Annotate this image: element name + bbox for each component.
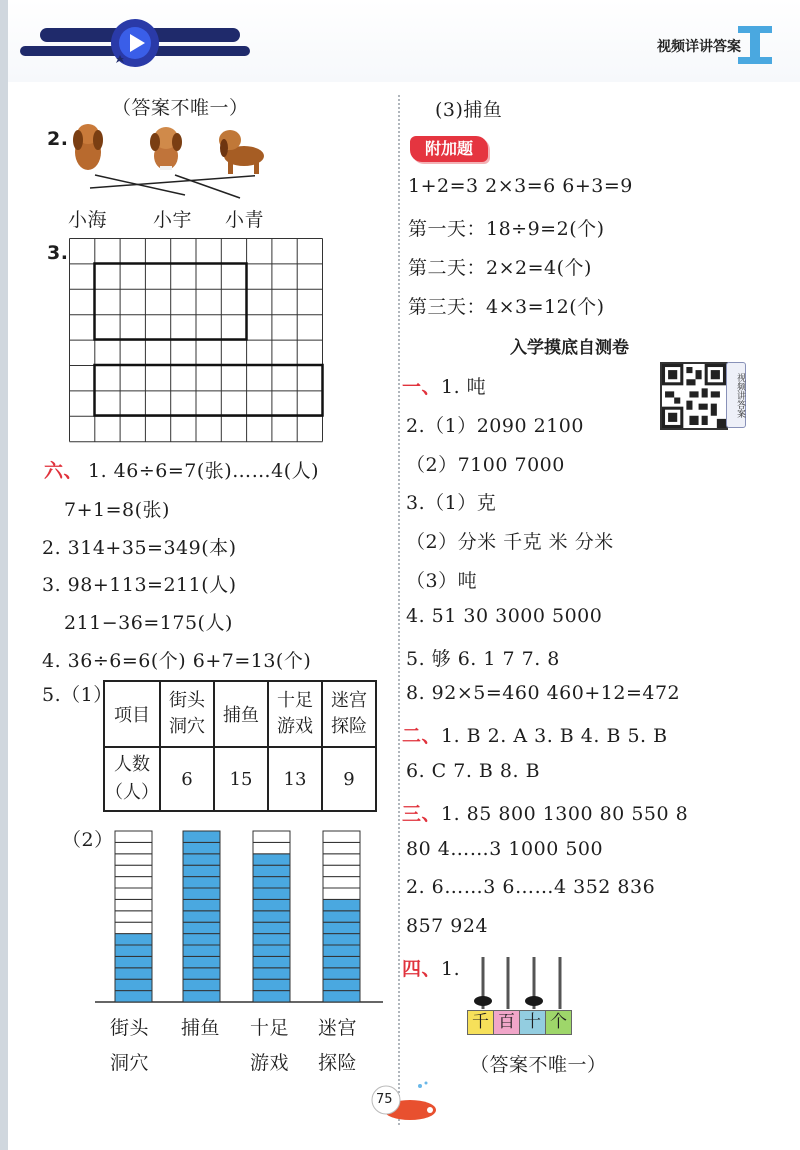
answer-note-top: （答案不唯一） bbox=[112, 97, 249, 119]
name-xiaoqing: 小青 bbox=[225, 209, 265, 231]
answer-line: 2. 314+35=349(本) bbox=[42, 537, 237, 559]
table-header-cell: 迷宫探险 bbox=[322, 681, 376, 747]
table-row-head: 人数（人） bbox=[104, 747, 160, 811]
test-answer-line bbox=[402, 915, 488, 937]
answer-note-bottom: （答案不唯一） bbox=[470, 1054, 607, 1076]
abacus-label-hundreds: 百 bbox=[493, 1010, 520, 1035]
chart-label-bottom: 探险 bbox=[318, 1052, 358, 1074]
qr-code-icon[interactable] bbox=[660, 362, 728, 430]
test-answer-line bbox=[402, 838, 603, 860]
table-cell: 6 bbox=[160, 747, 214, 811]
brand-logo-icon bbox=[738, 22, 778, 68]
extra-line: 第一天：18÷9=2(个) bbox=[408, 218, 605, 240]
table-header-cell: 捕鱼 bbox=[214, 681, 268, 747]
answer-line: 1. 46÷6=7(张)……4(人) bbox=[88, 460, 320, 482]
answer-text: 2.（1）2090 2100 bbox=[406, 414, 584, 437]
abacus-bead bbox=[525, 996, 543, 1006]
answer-line: 211−36=175(人) bbox=[64, 612, 233, 634]
survey-table bbox=[103, 680, 377, 812]
answer-text: 1. 85 800 1300 80 550 8 bbox=[441, 802, 689, 825]
page-number: 75 bbox=[376, 1092, 393, 1107]
section-6-head: 六、 bbox=[44, 460, 84, 482]
q5-part2-label: （2） bbox=[62, 829, 114, 851]
q2-number: 2. bbox=[47, 128, 69, 150]
table-cell: 9 bbox=[322, 747, 376, 811]
name-xiaoyu: 小宇 bbox=[153, 209, 193, 231]
banner-decoration bbox=[20, 8, 260, 78]
answer-text: （2）分米 千克 米 分米 bbox=[406, 531, 614, 554]
section-head: 四、 bbox=[402, 958, 442, 980]
extra-line: 第三天：4×3=12(个) bbox=[408, 296, 605, 318]
test-answer-line bbox=[402, 450, 565, 477]
grid-figure bbox=[69, 238, 325, 444]
answer-text: 1. bbox=[441, 958, 461, 980]
test-answer-line bbox=[402, 411, 584, 438]
answer-text: 1. 吨 bbox=[441, 376, 487, 398]
q3-part3-answer: (3)捕鱼 bbox=[435, 99, 503, 121]
q5-part1-label: 5.（1） bbox=[42, 684, 113, 706]
answer-text: 3.（1）克 bbox=[406, 492, 497, 515]
column-divider bbox=[398, 95, 400, 1125]
section-head: 二、 bbox=[402, 725, 442, 748]
dog-icon bbox=[73, 124, 103, 170]
test-answer-line bbox=[402, 799, 688, 826]
matching-lines bbox=[85, 170, 255, 205]
section-head: 三、 bbox=[402, 802, 442, 825]
rectangle-shape-2 bbox=[95, 365, 323, 416]
test-answer-line bbox=[402, 527, 614, 554]
abacus-bead bbox=[474, 996, 492, 1006]
test-answer-line bbox=[402, 721, 668, 748]
test-answer-line bbox=[402, 954, 460, 981]
video-answer-label: 视频详讲答案 bbox=[657, 39, 741, 55]
answer-text: 857 924 bbox=[406, 915, 489, 938]
extra-line: 第二天：2×2=4(个) bbox=[408, 257, 592, 279]
section-head: 一、 bbox=[402, 376, 442, 398]
extra-question-badge: 附加题 bbox=[410, 136, 488, 162]
bar-chart bbox=[95, 820, 385, 1010]
extra-line: 1+2=3 2×3=6 6+3=9 bbox=[408, 175, 633, 197]
test-answer-line bbox=[402, 605, 602, 627]
q3-number: 3. bbox=[47, 242, 69, 264]
abacus-figure bbox=[468, 955, 583, 1011]
table-cell: 13 bbox=[268, 747, 322, 811]
bar-迷宫探险 bbox=[323, 831, 360, 1002]
chart-label-top: 捕鱼 bbox=[181, 1017, 221, 1039]
answer-text: 4. 51 30 3000 5000 bbox=[406, 604, 603, 627]
answer-line: 4. 36÷6=6(个) 6+7=13(个) bbox=[42, 650, 312, 672]
chart-label-bottom: 洞穴 bbox=[110, 1052, 150, 1074]
abacus-label-thousands: 千 bbox=[467, 1010, 494, 1035]
chart-label-top: 街头 bbox=[110, 1017, 150, 1039]
answer-text: 8. 92×5=460 460+12=472 bbox=[406, 682, 681, 705]
test-answer-line bbox=[402, 682, 680, 704]
table-header-cell: 十足游戏 bbox=[268, 681, 322, 747]
test-answer-line bbox=[402, 760, 540, 782]
table-header-cell: 街头洞穴 bbox=[160, 681, 214, 747]
abacus-label-tens: 十 bbox=[519, 1010, 546, 1035]
test-answer-line bbox=[402, 372, 486, 399]
answer-line: 3. 98+113=211(人) bbox=[42, 574, 237, 596]
chart-label-top: 十足 bbox=[250, 1017, 290, 1039]
test-answer-line bbox=[402, 488, 496, 515]
test-answer-line bbox=[402, 566, 477, 593]
test-title: 入学摸底自测卷 bbox=[510, 338, 629, 358]
answer-text: （3）吨 bbox=[406, 570, 478, 592]
answer-text: 2. 6……3 6……4 352 836 bbox=[406, 876, 656, 899]
abacus-label-ones: 个 bbox=[545, 1010, 572, 1035]
answer-text: 6. C 7. B 8. B bbox=[406, 760, 541, 782]
answer-line: 7+1=8(张) bbox=[64, 499, 170, 521]
abacus-labels bbox=[467, 1010, 571, 1035]
test-answer-line bbox=[402, 644, 560, 671]
dog-icon bbox=[150, 127, 182, 170]
answer-text: 80 4……3 1000 500 bbox=[406, 837, 604, 860]
bar-街头洞穴 bbox=[115, 831, 152, 1002]
binding-spine bbox=[0, 0, 8, 1150]
name-xiaohai: 小海 bbox=[68, 209, 108, 231]
dog-icon bbox=[219, 130, 264, 174]
chart-label-top: 迷宫 bbox=[318, 1017, 358, 1039]
table-cell: 15 bbox=[214, 747, 268, 811]
answer-text: （2）7100 7000 bbox=[406, 453, 565, 476]
bar-捕鱼 bbox=[183, 831, 220, 1002]
table-header-cell: 项目 bbox=[104, 681, 160, 747]
answer-text: 5. 够 6. 1 7 7. 8 bbox=[406, 647, 560, 670]
test-answer-line bbox=[402, 876, 655, 898]
bar-十足游戏 bbox=[253, 831, 290, 1002]
answer-text: 1. B 2. A 3. B 4. B 5. B bbox=[441, 725, 668, 748]
qr-side-label: 视频讲答案 bbox=[726, 362, 746, 428]
chart-label-bottom: 游戏 bbox=[250, 1052, 290, 1074]
